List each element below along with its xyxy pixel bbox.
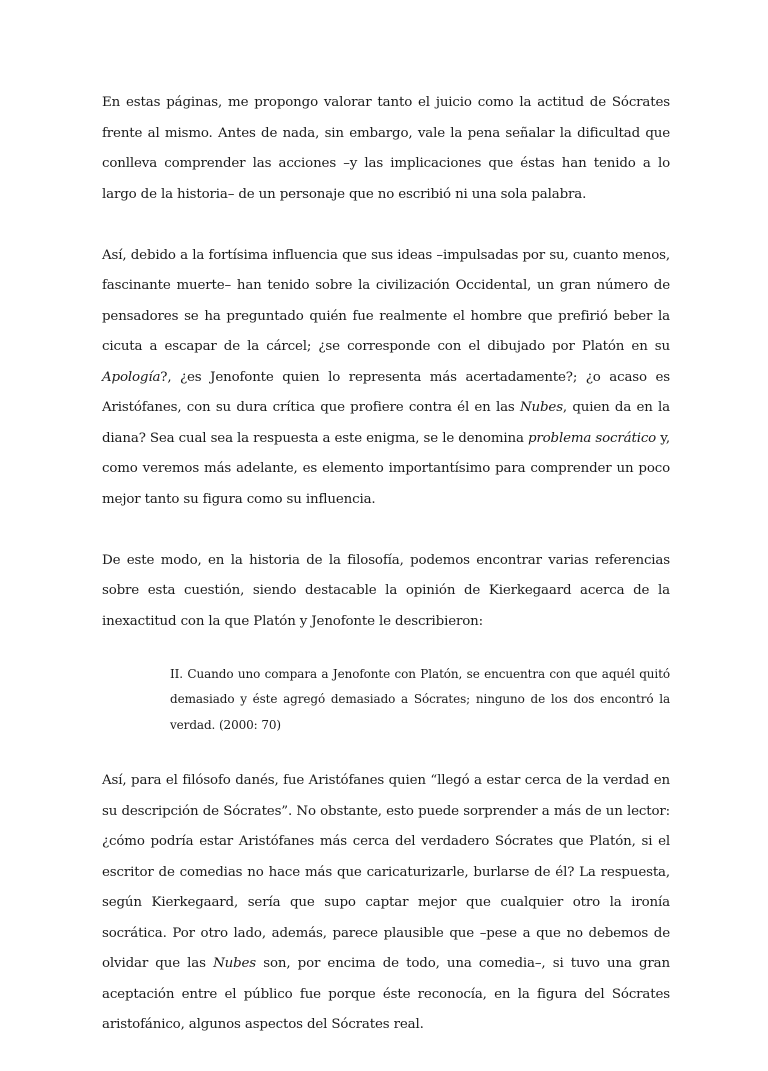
title-nubes: Nubes: [519, 400, 563, 415]
document-page: [102, 88, 670, 1071]
paragraph-aristophanes: Así, para el filósofo danés, fue Aristófanes quien “llegó a estar cerca de la verdad en su descripción de Sócrates”. No obstante, esto puede sorprender a más de un lector: ¿cómo podría estar Aristófanes más cerca del verdadero Sócrates que Platón, si el escritor de comedias no hace más que caricaturizarle, burlarse de él? La respuesta, según Kierkegaard, sería que supo captar mejor que cualquier otro la ironía socrática. Por otro lado, además, parece plausible que –pese a que no debemos de olvidar que las Nubes son, por encima de todo, una comedia–, si tuvo una gran aceptación entre el público fue porque éste reconocía, en la figura del Sócrates aristofánico, algunos aspectos del Sócrates real.: [102, 773, 670, 1032]
term-problema-socratico: problema socrático: [527, 430, 657, 446]
paragraph-kierkegaard: De este modo, en la historia de la filosofía, podemos encontrar varias referencias sobre esta cuestión, siendo destacable la opinión de Kierkegaard acerca de la inexactitud con la que Platón y Jenofonte le describieron:: [102, 552, 670, 629]
paragraph-socratic-problem: Así, debido a la fortísima influencia que sus ideas –impulsadas por su, cuanto menos, fascinante muerte– han tenido sobre la civilización Occidental, un gran número de pensadores se ha preguntado quién fue realmente el hombre que prefirió beber la cicuta a escapar de la cárcel; ¿se corresponde con el dibujado por Platón en su Apología?, ¿es Jenofonte quien lo representa más acertadamente?; ¿o acaso es Aristófanes, con su dura crítica que profiere contra él en las Nubes, quien da en la diana? Sea cual sea la respuesta a este enigma, se le denomina problema socrático y, como veremos más adelante, es elemento importantísimo para comprender un poco mejor tanto su figura como su influencia.: [102, 247, 671, 507]
block-quote: II. Cuando uno compara a Jenofonte con Platón, se encuentra con que aquél quitó demasiado y éste agregó demasiado a Sócrates; ninguno de los dos encontró la verdad. (2000: 70): [170, 666, 670, 732]
title-apologia: Apología: [102, 369, 161, 385]
title-nubes: Nubes: [213, 956, 257, 971]
paragraph-intro: En estas páginas, me propongo valorar tanto el juicio como la actitud de Sócrates frente al mismo. Antes de nada, sin embargo, vale la pena señalar la dificultad que conlleva comprender las acciones –y las implicaciones que éstas han tenido a lo largo de la historia– de un personaje que no escribió ni una sola palabra.: [102, 95, 670, 202]
